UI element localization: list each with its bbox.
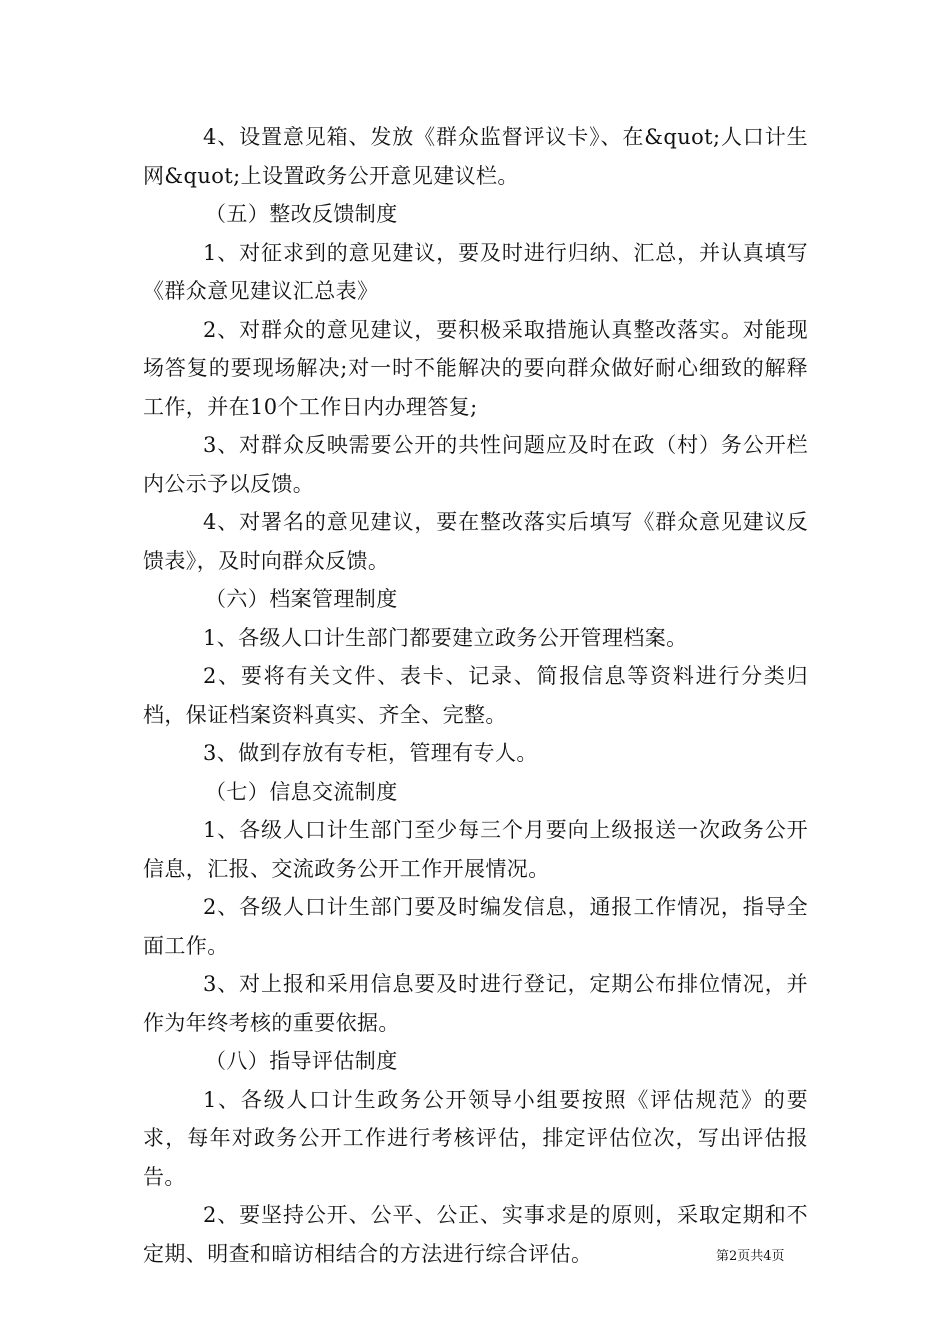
- paragraph-item-3-register-rank: 3、对上报和采用信息要及时进行登记，定期公布排位情况，并作为年终考核的重要依据。: [143, 972, 808, 1035]
- paragraph-item-2-classify-archive: 2、要将有关文件、表卡、记录、简报信息等资料进行分类归档，保证档案资料真实、齐全、完整。: [143, 664, 808, 727]
- paragraph-item-1-build-archive: 1、各级人口计生部门都要建立政务公开管理档案。: [203, 625, 688, 650]
- paragraph-item-3-storage: 3、做到存放有专柜，管理有专人。: [203, 741, 538, 765]
- paragraph-item-3-public-feedback: 3、对群众反映需要公开的共性问题应及时在政（村）务公开栏内公示予以反馈。: [143, 433, 808, 496]
- section-heading-guidance-evaluation: （八）指导评估制度: [205, 1049, 398, 1073]
- section-heading-information-exchange: （七）信息交流制度: [205, 779, 398, 804]
- paragraph-item-1-collect-summary: 1、对征求到的意见建议，要及时进行归纳、汇总，并认真填写《群众意见建议汇总表》: [143, 240, 808, 303]
- paragraph-item-2-evaluation-principles: 2、要坚持公开、公平、公正、实事求是的原则，采取定期和不定期、明查和暗访相结合的方法进行综合评估。: [143, 1203, 808, 1266]
- section-heading-rectification-feedback: （五）整改反馈制度: [205, 202, 398, 226]
- section-heading-archive-management: （六）档案管理制度: [205, 587, 398, 611]
- paragraph-item-4-suggestion-box: 4、设置意见箱、发放《群众监督评议卡》、在&quot;人口计生网&quot;上设置政务公开意见建议栏。: [143, 125, 808, 188]
- paragraph-item-2-rectify-reply: 2、对群众的意见建议，要积极采取措施认真整改落实。对能现场答复的要现场解决;对一时不能解决的要向群众做好耐心细致的解释工作，并在10个工作日内办理答复;: [143, 317, 808, 419]
- page-number: 第2页共4页: [716, 1249, 785, 1264]
- paragraph-item-1-report-quarterly: 1、各级人口计生部门至少每三个月要向上级报送一次政务公开信息，汇报、交流政务公开工作开展情况。: [143, 818, 808, 881]
- paragraph-item-4-signed-feedback: 4、对署名的意见建议，要在整改落实后填写《群众意见建议反馈表》，及时向群众反馈。: [143, 510, 808, 573]
- document-body: [143, 118, 808, 1273]
- paragraph-item-1-annual-evaluation: 1、各级人口计生政务公开领导小组要按照《评估规范》的要求，每年对政务公开工作进行考核评估，排定评估位次，写出评估报告。: [143, 1087, 808, 1189]
- paragraph-item-2-publish-info: 2、各级人口计生部门要及时编发信息，通报工作情况，指导全面工作。: [143, 895, 808, 958]
